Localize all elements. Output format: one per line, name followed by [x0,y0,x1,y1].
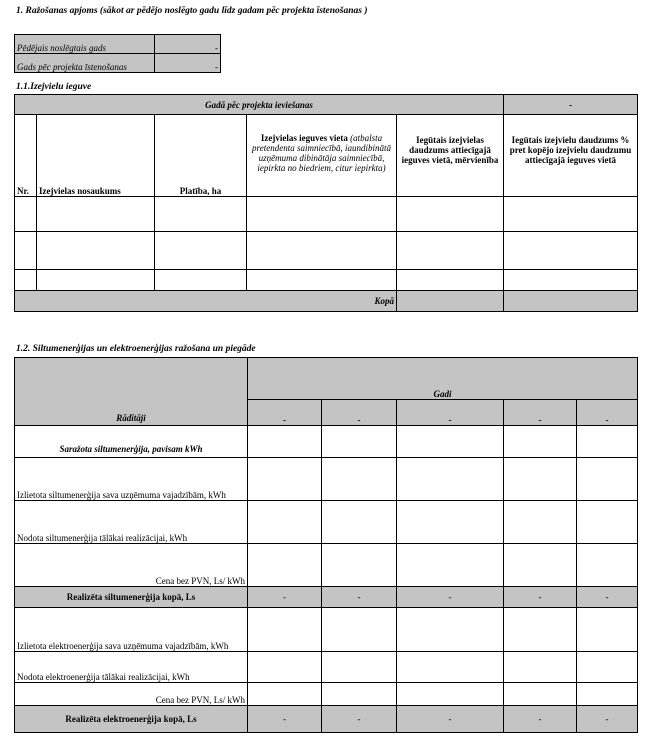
data-cell[interactable] [397,426,504,458]
year-after-project-value: - [504,95,638,115]
table-row [15,270,638,291]
year-value: - [577,400,638,426]
elec-total-label: Realizēta elektroenerģija kopā, Ls [15,706,248,733]
year-value: - [248,400,322,426]
last-year-value: - [155,35,221,54]
section12-title: 1.2. Siltumenerģijas un elektroenerģijas ražošana un piegāde [16,344,256,354]
last-year-row [15,35,221,54]
heat-produced-row [15,426,638,458]
after-project-value: - [155,54,221,73]
col-place [247,115,397,197]
cell-place[interactable] [247,197,397,232]
years-label: Gadi [248,358,638,400]
data-cell[interactable] [504,501,577,544]
elec-price-label: Cena bez PVN, Ls/ kWh [15,683,248,706]
data-cell[interactable] [322,458,397,501]
elec-sold-label: Nodota elektroenerģija tālākai realizācijai, kWh [15,652,248,683]
cell-name[interactable] [37,270,155,291]
cell-percent[interactable] [504,197,638,232]
heat-produced-label: Saražota siltumenerģija, pavisam kWh [15,426,248,458]
data-cell[interactable] [248,501,322,544]
cell-percent[interactable] [504,232,638,270]
cell-area[interactable] [155,232,247,270]
data-cell[interactable] [577,544,638,587]
total-label: Kopā [15,291,397,312]
cell-place[interactable] [247,232,397,270]
heat-total-label: Realizēta siltumenerģija kopā, Ls [15,587,248,608]
cell-nr[interactable] [15,270,37,291]
elec-total-row [15,706,638,733]
heat-total-value: - [397,587,504,608]
data-cell[interactable] [397,652,504,683]
data-cell[interactable] [248,683,322,706]
data-cell[interactable] [504,426,577,458]
year-value: - [322,400,397,426]
col-amount: Iegūtais izejvielas daudzums attiecīgajā ieguves vietā, mērvienība [397,115,504,197]
heat-total-row [15,587,638,608]
data-cell[interactable] [577,683,638,706]
col-percent: Iegūtais izejvielu daudzums % pret kopējo izejvielu daudzumu attiecīgajā ieguves vietā [504,115,638,197]
cell-amount[interactable] [397,232,504,270]
heat-sold-label: Nodota siltumenerģija tālākai realizācijai, kWh [15,501,248,544]
raw-material-table [14,94,638,312]
elec-total-value: - [248,706,322,733]
col-area: Platība, ha [155,115,247,197]
data-cell[interactable] [322,501,397,544]
col-place-note: (atbalsta pretendenta saimniecībā, iaundibinātā uzņēmuma dibinātāja saimniecībā, iepirkta no biedriem, citur iepirkta) [252,133,391,173]
data-cell[interactable] [577,426,638,458]
section1-title: 1. Ražošanas apjoms (sākot ar pēdējo noslēgto gadu līdz gadam pēc projekta īstenošanas ) [16,6,368,16]
data-cell[interactable] [504,544,577,587]
indicators-label: Rādītāji [15,358,248,426]
elec-total-value: - [577,706,638,733]
year-value: - [397,400,504,426]
cell-percent[interactable] [504,270,638,291]
col-material-name: Izejvielas nosaukums [37,115,155,197]
elec-total-value: - [322,706,397,733]
elec-price-row [15,683,638,706]
data-cell[interactable] [322,608,397,652]
heat-total-value: - [577,587,638,608]
heat-sold-row [15,501,638,544]
energy-header-top [15,358,638,400]
heat-total-value: - [504,587,577,608]
cell-area[interactable] [155,270,247,291]
data-cell[interactable] [504,458,577,501]
data-cell[interactable] [397,544,504,587]
data-cell[interactable] [504,683,577,706]
total-amount [397,291,504,312]
heat-own-use-label: Izlietota siltumenerģija sava uzņēmuma vajadzībām, kWh [15,458,248,501]
cell-nr[interactable] [15,232,37,270]
heat-price-row [15,544,638,587]
production-summary-table [14,34,221,73]
raw-material-top-header [15,95,638,115]
elec-sold-row [15,652,638,683]
data-cell[interactable] [248,458,322,501]
table-row [15,232,638,270]
after-project-row [15,54,221,73]
data-cell[interactable] [248,426,322,458]
cell-name[interactable] [37,232,155,270]
data-cell[interactable] [397,608,504,652]
heat-price-label: Cena bez PVN, Ls/ kWh [15,544,248,587]
data-cell[interactable] [397,501,504,544]
table-row [15,197,638,232]
total-row [15,291,638,312]
elec-total-value: - [397,706,504,733]
data-cell[interactable] [248,608,322,652]
data-cell[interactable] [322,683,397,706]
data-cell[interactable] [577,458,638,501]
total-percent [504,291,638,312]
data-cell[interactable] [248,652,322,683]
cell-name[interactable] [37,197,155,232]
elec-own-use-label: Izlietota elektroenerģija sava uzņēmuma vajadzībām, kWh [15,608,248,652]
data-cell[interactable] [397,683,504,706]
data-cell[interactable] [397,458,504,501]
data-cell[interactable] [577,501,638,544]
heat-own-use-row [15,458,638,501]
after-project-label: Gads pēc projekta īstenošanas [15,54,155,73]
cell-amount[interactable] [397,270,504,291]
data-cell[interactable] [322,544,397,587]
data-cell[interactable] [248,544,322,587]
col-place-main: Izejvielas ieguves vieta [260,133,348,143]
data-cell[interactable] [504,608,577,652]
cell-place[interactable] [247,270,397,291]
cell-area[interactable] [155,197,247,232]
data-cell[interactable] [322,652,397,683]
heat-total-value: - [248,587,322,608]
year-value: - [504,400,577,426]
col-nr: Nr. [15,115,37,197]
energy-table [14,357,638,733]
data-cell[interactable] [504,652,577,683]
year-after-project-label: Gadā pēc projekta ieviešanas [15,95,504,115]
data-cell[interactable] [577,652,638,683]
heat-total-value: - [322,587,397,608]
elec-own-use-row [15,608,638,652]
data-cell[interactable] [322,426,397,458]
data-cell[interactable] [577,608,638,652]
cell-amount[interactable] [397,197,504,232]
elec-total-value: - [504,706,577,733]
section11-title: 1.1.Izejvielu ieguve [16,82,92,92]
last-year-label: Pēdējais noslēgtais gads [15,35,155,54]
raw-material-col-headers [15,115,638,197]
cell-nr[interactable] [15,197,37,232]
